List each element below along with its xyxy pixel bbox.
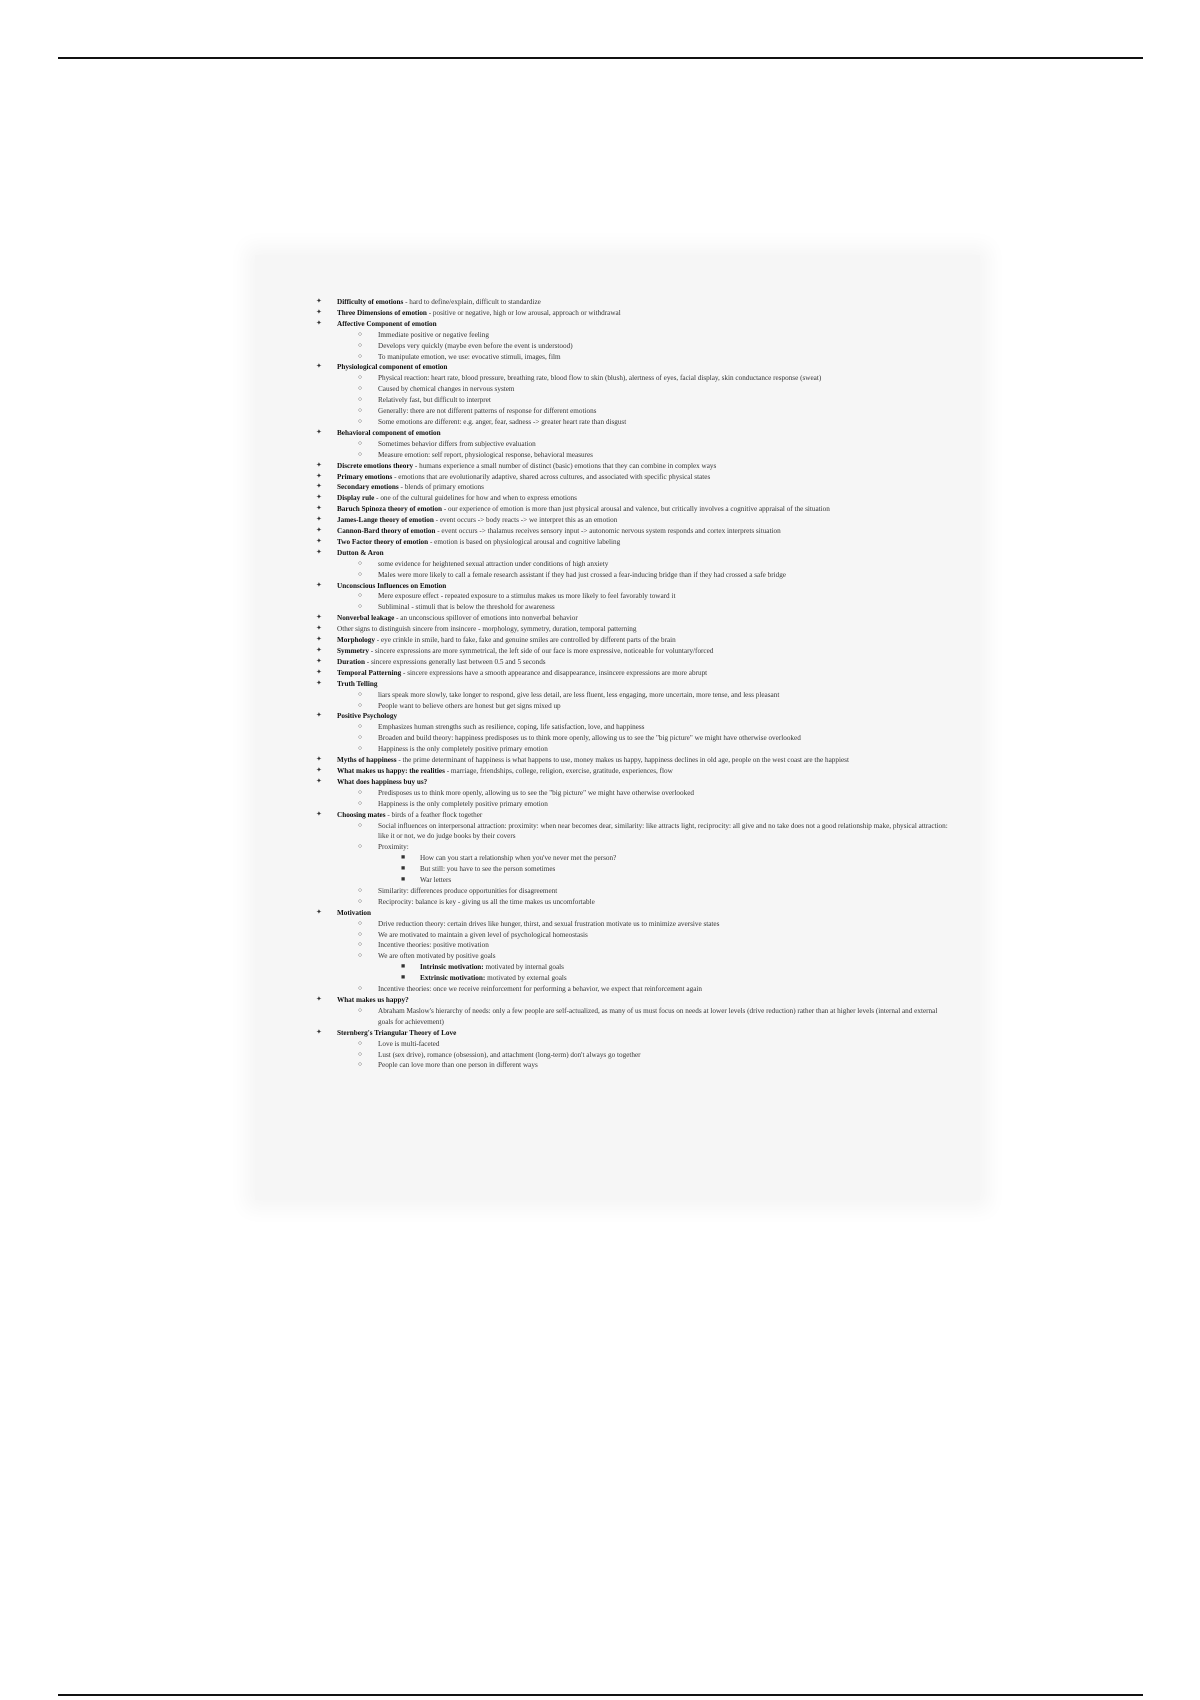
note-item-level-1: [312, 493, 952, 504]
note-text: Males were more likely to call a female research assistant if they had just crossed a fear-inducing bridge than if they had crossed a safe bridge: [378, 570, 786, 579]
note-text: - event occurs -> thalamus receives sensory input -> autonomic nervous system responds and cortex interprets situation: [435, 527, 781, 536]
note-term: Dutton & Aron: [337, 548, 384, 557]
bullet-icon: ✦: [316, 494, 322, 502]
note-term: Baruch Spinoza theory of emotion: [337, 505, 443, 514]
note-text: We are often motivated by positive goals: [378, 952, 496, 961]
bullet-icon: ○: [358, 407, 363, 415]
bullet-icon: ■: [401, 963, 406, 971]
note-term: Symmetry: [337, 647, 369, 655]
note-text: Incentive theories: positive motivation: [378, 941, 489, 950]
note-item-level-1: [312, 297, 952, 308]
note-item-level-2: [312, 690, 952, 701]
note-text: some evidence for heightened sexual attraction under conditions of high anxiety: [378, 559, 609, 568]
note-text: - sincere expressions have a smooth appearance and disappearance, insincere expressions are more abrupt: [401, 668, 708, 677]
note-text: Relatively fast, but difficult to interpret: [378, 396, 491, 405]
note-text: Social influences on interpersonal attraction: proximity: when near becomes dear, similarity: like attracts light, reciprocity: all give and no take does not a good relationship make, physical attraction: like it or not, we do judge books by their covers: [378, 821, 948, 841]
note-item-level-1: [312, 319, 952, 330]
note-item-level-2: [312, 341, 952, 352]
note-text: - marriage, friendships, college, religion, exercise, gratitude, experiences, flow: [444, 766, 673, 775]
note-text: - eye crinkle in smile, hard to fake, fake and genuine smiles are controlled by different parts of the brain: [374, 636, 676, 645]
bullet-icon: ✦: [316, 657, 322, 665]
note-item-level-2: [312, 897, 952, 908]
note-item-level-2: [312, 330, 952, 341]
bullet-icon: ■: [401, 854, 406, 862]
note-item-level-2: [312, 744, 952, 755]
bullet-icon: ○: [358, 788, 363, 796]
note-item-level-1: [312, 635, 952, 646]
note-text: Lust (sex drive), romance (obsession), and attachment (long-term) don't always go together: [378, 1050, 641, 1059]
note-text: Happiness is the only completely positive primary emotion: [378, 745, 548, 754]
note-text: - our experience of emotion is more than just physical arousal and valence, but critically involves a cognitive appraisal of the situation: [442, 505, 830, 514]
bullet-icon: ✦: [316, 647, 322, 654]
bullet-icon: ○: [358, 941, 363, 949]
bullet-icon: ✦: [316, 777, 322, 785]
note-item-level-1: [312, 581, 952, 592]
bullet-icon: ✦: [316, 625, 322, 633]
bullet-icon: ✦: [316, 319, 322, 327]
notes-document: [312, 297, 952, 1071]
bullet-icon: ○: [358, 439, 363, 447]
note-text: Incentive theories: once we receive reinforcement for performing a behavior, we expect that reinforcement again: [378, 985, 702, 994]
note-item-level-3: [312, 962, 952, 973]
note-item-level-3: [312, 853, 952, 864]
bullet-icon: ✦: [316, 766, 322, 774]
note-term: Choosing mates: [337, 810, 386, 819]
bullet-icon: ○: [358, 352, 363, 360]
bullet-icon: ✦: [316, 472, 322, 480]
note-item-level-2: [312, 1039, 952, 1050]
bullet-icon: ○: [358, 897, 363, 905]
note-item-level-2: [312, 940, 952, 951]
note-term: Two Factor theory of emotion: [337, 537, 429, 546]
note-term: Unconscious Influences on Emotion: [337, 581, 447, 590]
bullet-icon: ○: [358, 799, 363, 807]
bullet-icon: ✦: [316, 428, 322, 436]
bullet-icon: ○: [358, 886, 363, 894]
note-item-level-2: [312, 352, 952, 363]
bullet-icon: ○: [358, 1061, 363, 1069]
note-item-level-2: [312, 951, 952, 962]
note-text: Other signs to distinguish sincere from insincere - morphology, symmetry, duration, temporal patterning: [337, 625, 637, 634]
bullet-icon: ✦: [316, 908, 322, 916]
note-term: Behavioral component of emotion: [337, 428, 441, 437]
note-item-level-2: [312, 842, 952, 853]
note-item-level-3: [312, 864, 952, 875]
note-text: liars speak more slowly, take longer to respond, give less detail, are less fluent, less engaging, more uncertain, more tense, and less pleasant: [378, 690, 780, 699]
bottom-rule: [58, 1694, 1143, 1696]
note-item-level-1: [312, 657, 952, 668]
note-term: Extrinsic motivation:: [420, 974, 486, 983]
note-term: Truth Telling: [337, 679, 378, 688]
note-text: - positive or negative, high or low arousal, approach or withdrawal: [426, 308, 621, 317]
bullet-icon: ✦: [316, 636, 322, 644]
note-text: Abraham Maslow's hierarchy of needs: only a few people are self-actualized, as many of us must focus on needs at lower levels (drive reduction) rather than at higher levels (internal and external goals for achievement): [378, 1006, 938, 1026]
bullet-icon: ○: [358, 341, 363, 349]
note-item-level-1: [312, 679, 952, 690]
note-item-level-1: [312, 908, 952, 919]
bullet-icon: ○: [358, 985, 363, 993]
note-term: Discrete emotions theory: [337, 461, 414, 470]
note-text: How can you start a relationship when you've never met the person?: [420, 854, 617, 863]
bullet-icon: ✦: [316, 363, 322, 371]
notes-list: [312, 297, 952, 1071]
note-text: - sincere expressions generally last between 0.5 and 5 seconds: [364, 657, 546, 666]
note-item-level-1: [312, 537, 952, 548]
note-term: Sternberg's Triangular Theory of Love: [337, 1028, 457, 1037]
bullet-icon: ■: [401, 876, 406, 884]
bullet-icon: ○: [358, 734, 363, 742]
note-item-level-1: [312, 1028, 952, 1039]
note-item-level-1: [312, 646, 952, 657]
note-text: motivated by external goals: [485, 974, 567, 983]
bullet-icon: ○: [358, 592, 363, 600]
note-item-level-2: [312, 373, 952, 384]
note-item-level-2: [312, 701, 952, 712]
note-item-level-2: [312, 733, 952, 744]
bullet-icon: ○: [358, 570, 363, 578]
note-item-level-2: [312, 1006, 952, 1028]
note-item-level-2: [312, 930, 952, 941]
note-item-level-1: [312, 526, 952, 537]
bullet-icon: ✦: [316, 516, 322, 524]
bullet-icon: ○: [358, 919, 363, 927]
note-item-level-2: [312, 919, 952, 930]
note-item-level-2: [312, 984, 952, 995]
bullet-icon: ○: [358, 1050, 363, 1058]
bullet-icon: ○: [358, 450, 363, 458]
note-term: Motivation: [337, 908, 371, 917]
note-text: War letters: [420, 876, 452, 885]
note-item-level-2: [312, 1060, 952, 1071]
bullet-icon: ✦: [316, 996, 322, 1003]
note-text: Similarity: differences produce opportunities for disagreement: [378, 886, 558, 895]
bullet-icon: ✦: [316, 548, 322, 556]
note-item-level-1: [312, 711, 952, 722]
note-term: Nonverbal leakage: [337, 614, 395, 623]
note-term: Myths of happiness: [337, 756, 397, 765]
note-term: Physiological component of emotion: [337, 363, 448, 372]
note-text: Emphasizes human strengths such as resilience, coping, life satisfaction, love, and happiness: [378, 723, 645, 732]
note-text: Measure emotion: self report, physiological response, behavioral measures: [378, 450, 593, 459]
note-text: Caused by chemical changes in nervous system: [378, 385, 515, 394]
note-text: - an unconscious spillover of emotions into nonverbal behavior: [394, 614, 578, 623]
note-item-level-1: [312, 777, 952, 788]
bullet-icon: ○: [358, 723, 363, 731]
note-text: Reciprocity: balance is key - giving us all the time makes us uncomfortable: [378, 897, 595, 906]
note-item-level-1: [312, 308, 952, 319]
note-item-level-2: [312, 1050, 952, 1061]
note-text: Mere exposure effect - repeated exposure to a stimulus makes us more likely to feel favorably toward it: [378, 592, 676, 601]
bullet-icon: ○: [358, 690, 363, 698]
note-term: Affective Component of emotion: [337, 319, 437, 328]
bullet-icon: ✦: [316, 756, 322, 764]
note-item-level-1: [312, 755, 952, 766]
note-term: Secondary emotions: [337, 483, 399, 492]
note-text: Broaden and build theory: happiness predisposes us to think more openly, allowing us to see the "big picture" we might have otherwise overlooked: [378, 734, 801, 743]
note-item-level-2: [312, 602, 952, 613]
bullet-icon: ✦: [316, 581, 322, 589]
note-item-level-1: [312, 613, 952, 624]
note-term: Temporal Patterning: [337, 668, 402, 677]
note-item-level-1: [312, 810, 952, 821]
note-text: - event occurs -> body reacts -> we interpret this as an emotion: [433, 516, 618, 525]
note-text: - one of the cultural guidelines for how and when to express emotions: [374, 494, 577, 503]
bullet-icon: ✦: [316, 810, 322, 818]
bullet-icon: ○: [358, 417, 363, 425]
note-term: Three Dimensions of emotion: [337, 308, 427, 317]
note-term: Display rule: [337, 494, 375, 503]
bullet-icon: ○: [358, 396, 363, 404]
bullet-icon: ✦: [316, 298, 322, 305]
bullet-icon: ■: [401, 974, 406, 982]
bullet-icon: ✦: [316, 712, 322, 720]
note-text: Love is multi-faceted: [378, 1039, 440, 1048]
bullet-icon: ○: [358, 1006, 363, 1014]
note-item-level-2: [312, 570, 952, 581]
note-item-level-1: [312, 504, 952, 515]
note-text: Happiness is the only completely positive primary emotion: [378, 799, 548, 808]
bullet-icon: ■: [401, 865, 406, 873]
note-term: Morphology: [337, 636, 375, 645]
note-item-level-3: [312, 973, 952, 984]
bullet-icon: ○: [358, 952, 363, 960]
note-text: - blends of primary emotions: [398, 483, 484, 492]
note-text: Sometimes behavior differs from subjective evaluation: [378, 439, 536, 448]
bullet-icon: ✦: [316, 1028, 322, 1036]
bullet-icon: ✦: [316, 537, 322, 545]
note-item-level-2: [312, 591, 952, 602]
note-text: Immediate positive or negative feeling: [378, 330, 489, 339]
note-term: Positive Psychology: [337, 712, 398, 721]
note-term: What makes us happy: the realities: [337, 766, 445, 775]
bullet-icon: ✦: [316, 527, 322, 535]
note-item-level-2: [312, 821, 952, 843]
note-term: What does happiness buy us?: [337, 777, 428, 786]
note-item-level-1: [312, 461, 952, 472]
note-term: Duration: [337, 657, 365, 666]
bullet-icon: ○: [358, 330, 363, 338]
note-term: What makes us happy?: [337, 996, 409, 1004]
note-text: Drive reduction theory: certain drives like hunger, thirst, and sexual frustration motivate us to minimize aversive states: [378, 919, 720, 928]
note-item-level-2: [312, 406, 952, 417]
note-item-level-1: [312, 548, 952, 559]
note-item-level-2: [312, 799, 952, 810]
bullet-icon: ○: [358, 701, 363, 709]
note-text: People want to believe others are honest but get signs mixed up: [378, 701, 561, 710]
note-item-level-1: [312, 482, 952, 493]
note-text: - emotions that are evolutionarily adaptive, shared across cultures, and associated with specific physical states: [392, 472, 711, 481]
note-text: Physical reaction: heart rate, blood pressure, breathing rate, blood flow to skin (blush), alertness of eyes, facial display, skin conductance response (sweat): [378, 374, 822, 383]
note-term: Intrinsic motivation:: [420, 963, 484, 972]
bullet-icon: ✦: [316, 308, 322, 316]
note-item-level-2: [312, 417, 952, 428]
note-text: Generally: there are not different patterns of response for different emotions: [378, 407, 597, 416]
note-item-level-1: [312, 624, 952, 635]
bullet-icon: ○: [358, 559, 363, 567]
top-rule: [58, 57, 1143, 59]
bullet-icon: ○: [358, 843, 363, 851]
note-item-level-1: [312, 428, 952, 439]
note-text: Predisposes us to think more openly, allowing us to see the "big picture" we might have otherwise overlooked: [378, 788, 694, 797]
note-term: James-Lange theory of emotion: [337, 516, 434, 525]
bullet-icon: ○: [358, 603, 363, 611]
bullet-icon: ○: [358, 930, 363, 938]
note-text: Proximity:: [378, 843, 409, 852]
note-text: We are motivated to maintain a given level of psychological homeostasis: [378, 930, 588, 939]
note-item-level-2: [312, 559, 952, 570]
note-item-level-2: [312, 788, 952, 799]
note-item-level-1: [312, 515, 952, 526]
note-item-level-1: [312, 995, 952, 1006]
note-item-level-2: [312, 450, 952, 461]
bullet-icon: ○: [358, 1039, 363, 1047]
note-item-level-1: [312, 362, 952, 373]
note-text: - sincere expressions are more symmetrical, the left side of our face is more expressive, noticeable for voluntary/forced: [368, 647, 714, 655]
bullet-icon: ○: [358, 385, 363, 393]
bullet-icon: ○: [358, 374, 363, 382]
bullet-icon: ✦: [316, 505, 322, 513]
note-text: - emotion is based on physiological arousal and cognitive labeling: [428, 537, 621, 546]
note-text: - the prime determinant of happiness is what happens to use, money makes us happy, happiness declines in old age, people on the west coast are the happiest: [396, 756, 849, 765]
note-text: - hard to define/explain, difficult to standardize: [403, 298, 541, 306]
note-term: Cannon-Bard theory of emotion: [337, 527, 436, 536]
note-item-level-2: [312, 384, 952, 395]
note-text: Develops very quickly (maybe even before the event is understood): [378, 341, 573, 350]
bullet-icon: ○: [358, 745, 363, 753]
note-item-level-3: [312, 875, 952, 886]
note-item-level-2: [312, 886, 952, 897]
note-term: Primary emotions: [337, 472, 393, 481]
note-text: - humans experience a small number of distinct (basic) emotions that they can combine in complex ways: [413, 461, 717, 470]
note-item-level-1: [312, 668, 952, 679]
note-text: - birds of a feather flock together: [385, 810, 483, 819]
bullet-icon: ✦: [316, 679, 322, 687]
note-text: motivated by internal goals: [483, 963, 564, 972]
note-item-level-1: [312, 472, 952, 483]
note-text: But still: you have to see the person sometimes: [420, 865, 556, 874]
bullet-icon: ✦: [316, 483, 322, 491]
note-item-level-2: [312, 395, 952, 406]
note-text: Subliminal - stimuli that is below the threshold for awareness: [378, 603, 555, 612]
bullet-icon: ○: [358, 821, 363, 829]
bullet-icon: ✦: [316, 614, 322, 622]
note-text: To manipulate emotion, we use: evocative stimuli, images, film: [378, 352, 561, 361]
note-text: People can love more than one person in different ways: [378, 1061, 538, 1070]
note-text: Some emotions are different: e.g. anger, fear, sadness -> greater heart rate than disgust: [378, 417, 627, 426]
bullet-icon: ✦: [316, 461, 322, 469]
note-term: Difficulty of emotions: [337, 298, 404, 306]
bullet-icon: ✦: [316, 668, 322, 676]
note-item-level-2: [312, 439, 952, 450]
note-item-level-1: [312, 766, 952, 777]
note-item-level-2: [312, 722, 952, 733]
